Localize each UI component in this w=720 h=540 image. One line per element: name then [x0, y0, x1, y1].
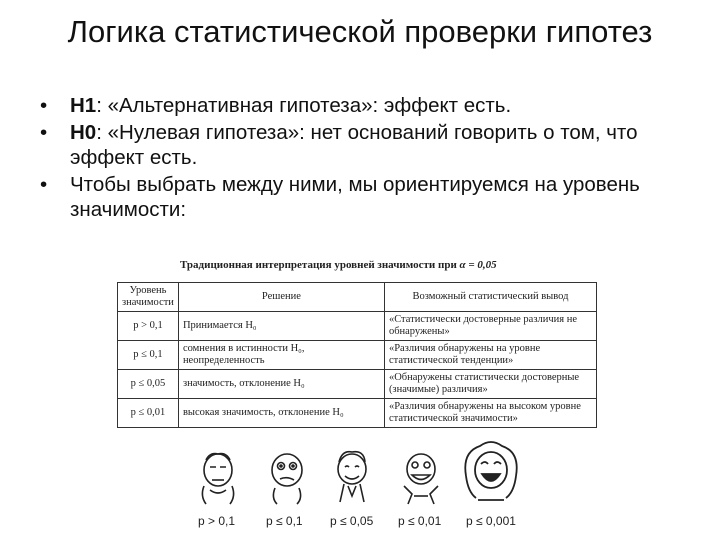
- face-label: p ≤ 0,001: [466, 514, 516, 528]
- cell-p-level: p ≤ 0,05: [118, 370, 179, 399]
- face-label: p ≤ 0,1: [266, 514, 303, 528]
- cell-decision: Принимается H₀: [178, 312, 384, 341]
- bullet-text: : «Нулевая гипотеза»: нет оснований говорить о том, что эффект есть.: [70, 121, 638, 169]
- bullet-bold: H0: [70, 121, 97, 144]
- face-label: p ≤ 0,01: [398, 514, 442, 528]
- cell-decision: высокая значимость, отклонение H₀: [178, 399, 384, 428]
- bullet-dot: •: [40, 94, 48, 117]
- cell-conclusion: «Различия обнаружены на уровне статистической тенденции»: [384, 341, 596, 370]
- bullet-text: Чтобы выбрать между ними, мы ориентируемся на уровень значимости:: [70, 173, 640, 221]
- bullet-text: : «Альтернативная гипотеза»: эффект есть.: [96, 94, 512, 117]
- bullet-list: [40, 93, 680, 224]
- table-caption: [180, 259, 600, 271]
- bored-face-icon: [196, 446, 240, 508]
- bullet-item: [40, 120, 680, 170]
- cell-decision: значимость, отклонение H₀: [178, 370, 384, 399]
- cell-p-level: p ≤ 0,01: [118, 399, 179, 428]
- table-row: [118, 370, 597, 399]
- table-row: [118, 341, 597, 370]
- table-caption-text: Традиционная интерпретация уровней значимости при: [180, 259, 457, 271]
- smiling-face-icon: [330, 446, 374, 508]
- bullet-item: [40, 172, 680, 222]
- doubtful-face-icon: [265, 446, 309, 508]
- cell-p-level: p ≤ 0,1: [118, 341, 179, 370]
- table-caption-alpha: α = 0,05: [459, 259, 497, 271]
- header-decision: Решение: [178, 283, 384, 312]
- ecstatic-face-icon: [460, 436, 522, 510]
- header-conclusion: Возможный статистический вывод: [384, 283, 596, 312]
- face-label: p ≤ 0,05: [330, 514, 374, 528]
- cell-decision: сомнения в истинности H₀, неопределенность: [178, 341, 384, 370]
- face-label: p > 0,1: [198, 514, 236, 528]
- slide-title: Логика статистической проверки гипотез: [67, 14, 653, 49]
- header-level: Уровень значимости: [118, 283, 179, 312]
- table-row: [118, 312, 597, 341]
- cell-conclusion: «Обнаружены статистически достоверные (значимые) различия»: [384, 370, 596, 399]
- cell-conclusion: «Статистически достоверные различия не обнаружены»: [384, 312, 596, 341]
- table-row: [118, 399, 597, 428]
- bullet-dot: •: [40, 121, 48, 144]
- bullet-dot: •: [40, 173, 48, 196]
- table-header-row: [118, 283, 597, 312]
- significance-table: [117, 282, 597, 428]
- bullet-bold: H1: [70, 94, 97, 117]
- happy-face-icon: [398, 446, 444, 508]
- bullet-item: [40, 93, 680, 118]
- cell-p-level: p > 0,1: [118, 312, 179, 341]
- cell-conclusion: «Различия обнаружены на высоком уровне статистической значимости»: [384, 399, 596, 428]
